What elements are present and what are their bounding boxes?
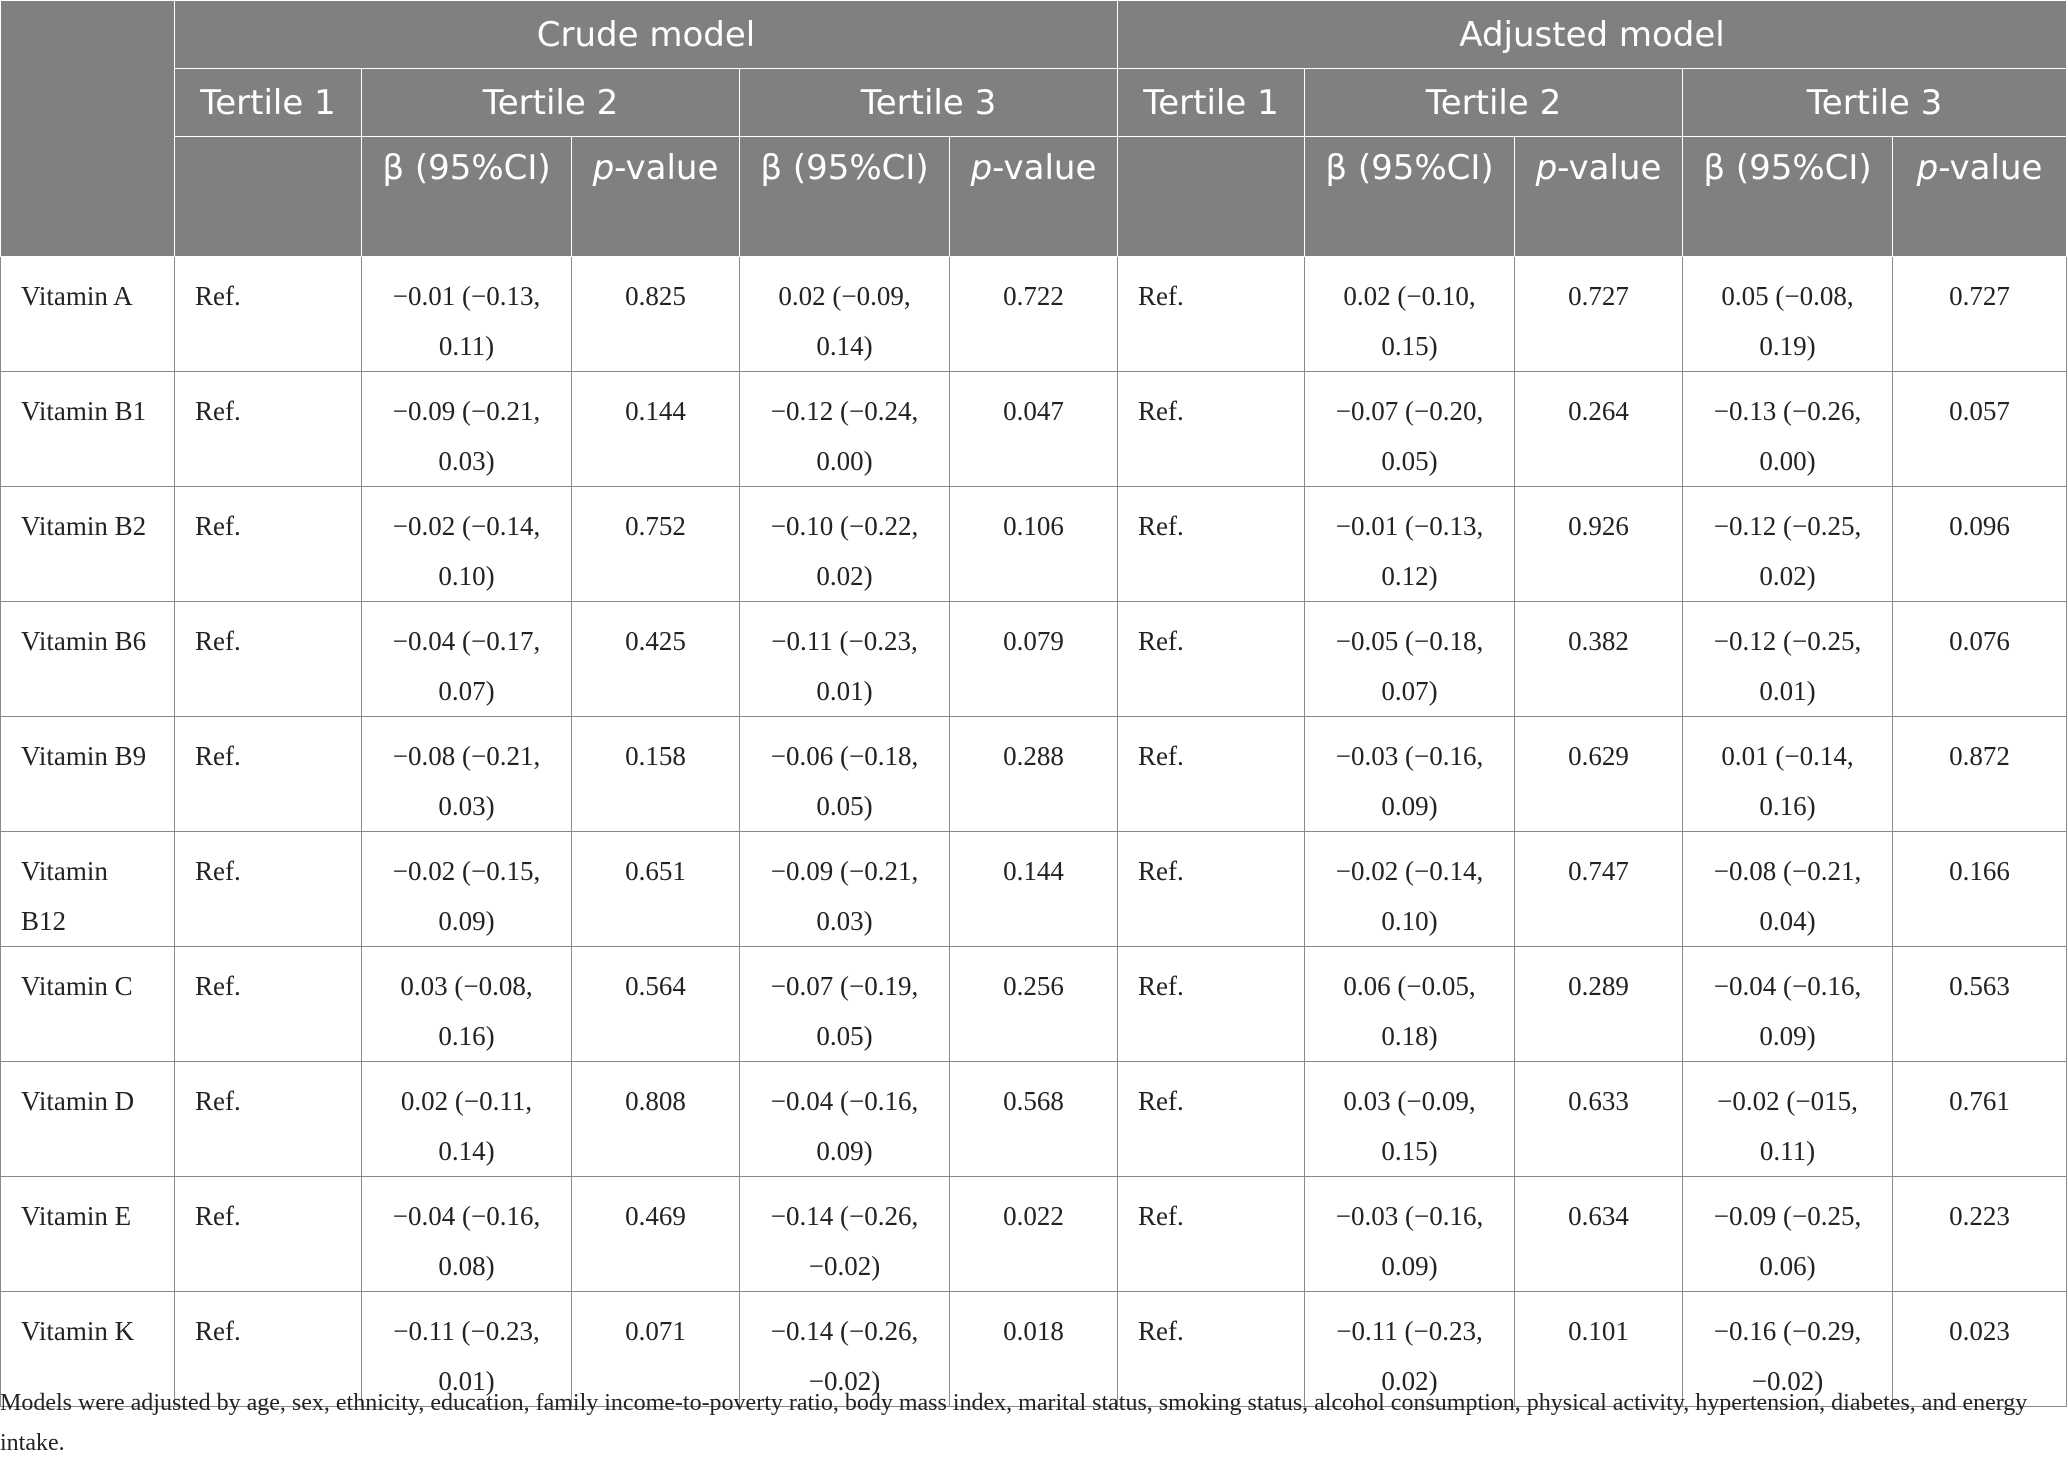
adjusted-t2-beta-cell: 0.06 (−0.05, 0.18) bbox=[1305, 947, 1515, 1062]
adjusted-t1-empty-header bbox=[1118, 137, 1305, 257]
table-row bbox=[1, 602, 2067, 717]
table-row bbox=[1, 717, 2067, 832]
adjusted-t2-beta-cell: −0.07 (−0.20, 0.05) bbox=[1305, 372, 1515, 487]
crude-t3-p-cell: 0.022 bbox=[950, 1177, 1118, 1292]
crude-t1-cell: Ref. bbox=[175, 487, 362, 602]
crude-t1-cell: Ref. bbox=[175, 602, 362, 717]
adjusted-t1-cell: Ref. bbox=[1118, 1177, 1305, 1292]
table-row bbox=[1, 1062, 2067, 1177]
adjusted-t3-beta-header: β (95%CI) bbox=[1683, 137, 1893, 257]
group-header-adjusted: Adjusted model bbox=[1118, 1, 2067, 69]
adjusted-t2-p-cell: 0.629 bbox=[1515, 717, 1683, 832]
adjusted-t2-beta-cell: −0.03 (−0.16, 0.09) bbox=[1305, 717, 1515, 832]
table-body bbox=[1, 257, 2067, 1407]
adjusted-t2-p-cell: 0.264 bbox=[1515, 372, 1683, 487]
table-header bbox=[1, 1, 2067, 257]
corner-cell bbox=[1, 1, 175, 257]
crude-t2-p-cell: 0.808 bbox=[572, 1062, 740, 1177]
crude-t3-beta-cell: −0.10 (−0.22, 0.02) bbox=[740, 487, 950, 602]
crude-t3-p-cell: 0.288 bbox=[950, 717, 1118, 832]
crude-t3-beta-cell: −0.14 (−0.26, −0.02) bbox=[740, 1292, 950, 1407]
crude-t1-cell: Ref. bbox=[175, 717, 362, 832]
table-row bbox=[1, 487, 2067, 602]
row-label: Vitamin C bbox=[1, 947, 175, 1062]
adjusted-t3-p-cell: 0.076 bbox=[1893, 602, 2067, 717]
crude-t2-beta-cell: −0.08 (−0.21, 0.03) bbox=[362, 717, 572, 832]
row-label: Vitamin B1 bbox=[1, 372, 175, 487]
crude-t3-p-cell: 0.144 bbox=[950, 832, 1118, 947]
crude-t2-p-cell: 0.469 bbox=[572, 1177, 740, 1292]
crude-t1-cell: Ref. bbox=[175, 1062, 362, 1177]
crude-t1-empty-header bbox=[175, 137, 362, 257]
crude-t3-beta-cell: −0.11 (−0.23, 0.01) bbox=[740, 602, 950, 717]
row-label: Vitamin B6 bbox=[1, 602, 175, 717]
crude-t1-cell: Ref. bbox=[175, 1292, 362, 1407]
adjusted-t3-beta-cell: 0.05 (−0.08, 0.19) bbox=[1683, 257, 1893, 372]
adjusted-t2-beta-cell: 0.03 (−0.09, 0.15) bbox=[1305, 1062, 1515, 1177]
crude-t2-beta-cell: −0.04 (−0.16, 0.08) bbox=[362, 1177, 572, 1292]
adjusted-t2-beta-cell: −0.03 (−0.16, 0.09) bbox=[1305, 1177, 1515, 1292]
crude-tertile-3-header: Tertile 3 bbox=[740, 69, 1118, 137]
adjusted-t1-cell: Ref. bbox=[1118, 257, 1305, 372]
crude-t2-p-cell: 0.651 bbox=[572, 832, 740, 947]
crude-t3-p-cell: 0.018 bbox=[950, 1292, 1118, 1407]
adjusted-t3-p-cell: 0.057 bbox=[1893, 372, 2067, 487]
crude-t1-cell: Ref. bbox=[175, 372, 362, 487]
crude-t3-p-cell: 0.722 bbox=[950, 257, 1118, 372]
crude-t3-beta-header: β (95%CI) bbox=[740, 137, 950, 257]
adjusted-t2-p-cell: 0.382 bbox=[1515, 602, 1683, 717]
adjusted-t3-p-cell: 0.761 bbox=[1893, 1062, 2067, 1177]
adjusted-t3-beta-cell: 0.01 (−0.14, 0.16) bbox=[1683, 717, 1893, 832]
adjusted-t2-p-cell: 0.926 bbox=[1515, 487, 1683, 602]
table-row bbox=[1, 257, 2067, 372]
adjusted-t2-p-cell: 0.289 bbox=[1515, 947, 1683, 1062]
row-label: Vitamin D bbox=[1, 1062, 175, 1177]
adjusted-t2-beta-cell: −0.02 (−0.14, 0.10) bbox=[1305, 832, 1515, 947]
crude-t1-cell: Ref. bbox=[175, 257, 362, 372]
adjusted-t3-beta-cell: −0.13 (−0.26, 0.00) bbox=[1683, 372, 1893, 487]
crude-t2-beta-cell: 0.02 (−0.11, 0.14) bbox=[362, 1062, 572, 1177]
row-label: Vitamin B9 bbox=[1, 717, 175, 832]
crude-t2-beta-cell: −0.01 (−0.13, 0.11) bbox=[362, 257, 572, 372]
adjusted-t3-beta-cell: −0.08 (−0.21, 0.04) bbox=[1683, 832, 1893, 947]
crude-t2-beta-cell: −0.09 (−0.21, 0.03) bbox=[362, 372, 572, 487]
adjusted-t3-p-cell: 0.023 bbox=[1893, 1292, 2067, 1407]
crude-tertile-2-header: Tertile 2 bbox=[362, 69, 740, 137]
adjusted-t3-p-cell: 0.563 bbox=[1893, 947, 2067, 1062]
group-header-crude: Crude model bbox=[175, 1, 1118, 69]
adjusted-t3-beta-cell: −0.02 (−015, 0.11) bbox=[1683, 1062, 1893, 1177]
crude-t2-p-cell: 0.144 bbox=[572, 372, 740, 487]
crude-t2-p-cell: 0.564 bbox=[572, 947, 740, 1062]
adjusted-t3-beta-cell: −0.12 (−0.25, 0.02) bbox=[1683, 487, 1893, 602]
adjusted-t2-beta-cell: −0.05 (−0.18, 0.07) bbox=[1305, 602, 1515, 717]
row-label: Vitamin B12 bbox=[1, 832, 175, 947]
adjusted-t2-beta-cell: −0.01 (−0.13, 0.12) bbox=[1305, 487, 1515, 602]
adjusted-t3-beta-cell: −0.16 (−0.29, −0.02) bbox=[1683, 1292, 1893, 1407]
adjusted-t2-p-cell: 0.727 bbox=[1515, 257, 1683, 372]
adjusted-t3-p-cell: 0.096 bbox=[1893, 487, 2067, 602]
adjusted-t3-p-cell: 0.223 bbox=[1893, 1177, 2067, 1292]
row-label: Vitamin A bbox=[1, 257, 175, 372]
adjusted-t3-beta-cell: −0.12 (−0.25, 0.01) bbox=[1683, 602, 1893, 717]
adjusted-t1-cell: Ref. bbox=[1118, 602, 1305, 717]
crude-t3-beta-cell: −0.04 (−0.16, 0.09) bbox=[740, 1062, 950, 1177]
adjusted-t1-cell: Ref. bbox=[1118, 947, 1305, 1062]
crude-t2-beta-cell: −0.04 (−0.17, 0.07) bbox=[362, 602, 572, 717]
crude-t3-beta-cell: −0.09 (−0.21, 0.03) bbox=[740, 832, 950, 947]
crude-t3-beta-cell: −0.06 (−0.18, 0.05) bbox=[740, 717, 950, 832]
crude-t2-p-header: p-value bbox=[572, 137, 740, 257]
crude-t3-beta-cell: 0.02 (−0.09, 0.14) bbox=[740, 257, 950, 372]
adjusted-t2-p-cell: 0.633 bbox=[1515, 1062, 1683, 1177]
crude-tertile-1-header: Tertile 1 bbox=[175, 69, 362, 137]
crude-t1-cell: Ref. bbox=[175, 832, 362, 947]
adjusted-t2-p-header: p-value bbox=[1515, 137, 1683, 257]
crude-t1-cell: Ref. bbox=[175, 1177, 362, 1292]
adjusted-t3-p-cell: 0.727 bbox=[1893, 257, 2067, 372]
crude-t2-beta-cell: −0.02 (−0.14, 0.10) bbox=[362, 487, 572, 602]
crude-t3-beta-cell: −0.12 (−0.24, 0.00) bbox=[740, 372, 950, 487]
adjusted-t3-p-header: p-value bbox=[1893, 137, 2067, 257]
crude-t3-p-cell: 0.079 bbox=[950, 602, 1118, 717]
adjusted-t3-beta-cell: −0.09 (−0.25, 0.06) bbox=[1683, 1177, 1893, 1292]
row-label: Vitamin E bbox=[1, 1177, 175, 1292]
adjusted-t2-beta-header: β (95%CI) bbox=[1305, 137, 1515, 257]
crude-t2-beta-cell: −0.11 (−0.23, 0.01) bbox=[362, 1292, 572, 1407]
crude-t2-p-cell: 0.071 bbox=[572, 1292, 740, 1407]
crude-t3-p-cell: 0.106 bbox=[950, 487, 1118, 602]
adjusted-tertile-2-header: Tertile 2 bbox=[1305, 69, 1683, 137]
table-row bbox=[1, 947, 2067, 1062]
adjusted-t2-beta-cell: 0.02 (−0.10, 0.15) bbox=[1305, 257, 1515, 372]
adjusted-t1-cell: Ref. bbox=[1118, 717, 1305, 832]
adjusted-t1-cell: Ref. bbox=[1118, 1292, 1305, 1407]
table-row bbox=[1, 372, 2067, 487]
crude-t3-p-cell: 0.256 bbox=[950, 947, 1118, 1062]
crude-t3-beta-cell: −0.14 (−0.26, −0.02) bbox=[740, 1177, 950, 1292]
adjusted-t1-cell: Ref. bbox=[1118, 832, 1305, 947]
adjusted-t2-p-cell: 0.101 bbox=[1515, 1292, 1683, 1407]
crude-t3-beta-cell: −0.07 (−0.19, 0.05) bbox=[740, 947, 950, 1062]
adjusted-t1-cell: Ref. bbox=[1118, 372, 1305, 487]
crude-t2-p-cell: 0.825 bbox=[572, 257, 740, 372]
crude-t2-beta-header: β (95%CI) bbox=[362, 137, 572, 257]
adjusted-t1-cell: Ref. bbox=[1118, 487, 1305, 602]
adjusted-t2-p-cell: 0.634 bbox=[1515, 1177, 1683, 1292]
crude-t2-p-cell: 0.425 bbox=[572, 602, 740, 717]
crude-t2-p-cell: 0.752 bbox=[572, 487, 740, 602]
crude-t2-beta-cell: 0.03 (−0.08, 0.16) bbox=[362, 947, 572, 1062]
adjusted-t1-cell: Ref. bbox=[1118, 1062, 1305, 1177]
adjusted-t3-beta-cell: −0.04 (−0.16, 0.09) bbox=[1683, 947, 1893, 1062]
table-row bbox=[1, 832, 2067, 947]
adjusted-tertile-3-header: Tertile 3 bbox=[1683, 69, 2067, 137]
adjusted-t3-p-cell: 0.166 bbox=[1893, 832, 2067, 947]
adjusted-t2-beta-cell: −0.11 (−0.23, 0.02) bbox=[1305, 1292, 1515, 1407]
crude-t1-cell: Ref. bbox=[175, 947, 362, 1062]
table-row bbox=[1, 1177, 2067, 1292]
adjusted-t2-p-cell: 0.747 bbox=[1515, 832, 1683, 947]
table-footnote: Models were adjusted by age, sex, ethnicity, education, family income-to-poverty ratio, body mass index, marital status, smoking status, alcohol consumption, physical activity, hypertension, diabetes, and energy intake. bbox=[0, 1390, 2028, 1456]
crude-t3-p-cell: 0.047 bbox=[950, 372, 1118, 487]
crude-t2-p-cell: 0.158 bbox=[572, 717, 740, 832]
adjusted-t3-p-cell: 0.872 bbox=[1893, 717, 2067, 832]
crude-t3-p-header: p-value bbox=[950, 137, 1118, 257]
crude-t3-p-cell: 0.568 bbox=[950, 1062, 1118, 1177]
crude-t2-beta-cell: −0.02 (−0.15, 0.09) bbox=[362, 832, 572, 947]
adjusted-tertile-1-header: Tertile 1 bbox=[1118, 69, 1305, 137]
row-label: Vitamin B2 bbox=[1, 487, 175, 602]
row-label: Vitamin K bbox=[1, 1292, 175, 1407]
